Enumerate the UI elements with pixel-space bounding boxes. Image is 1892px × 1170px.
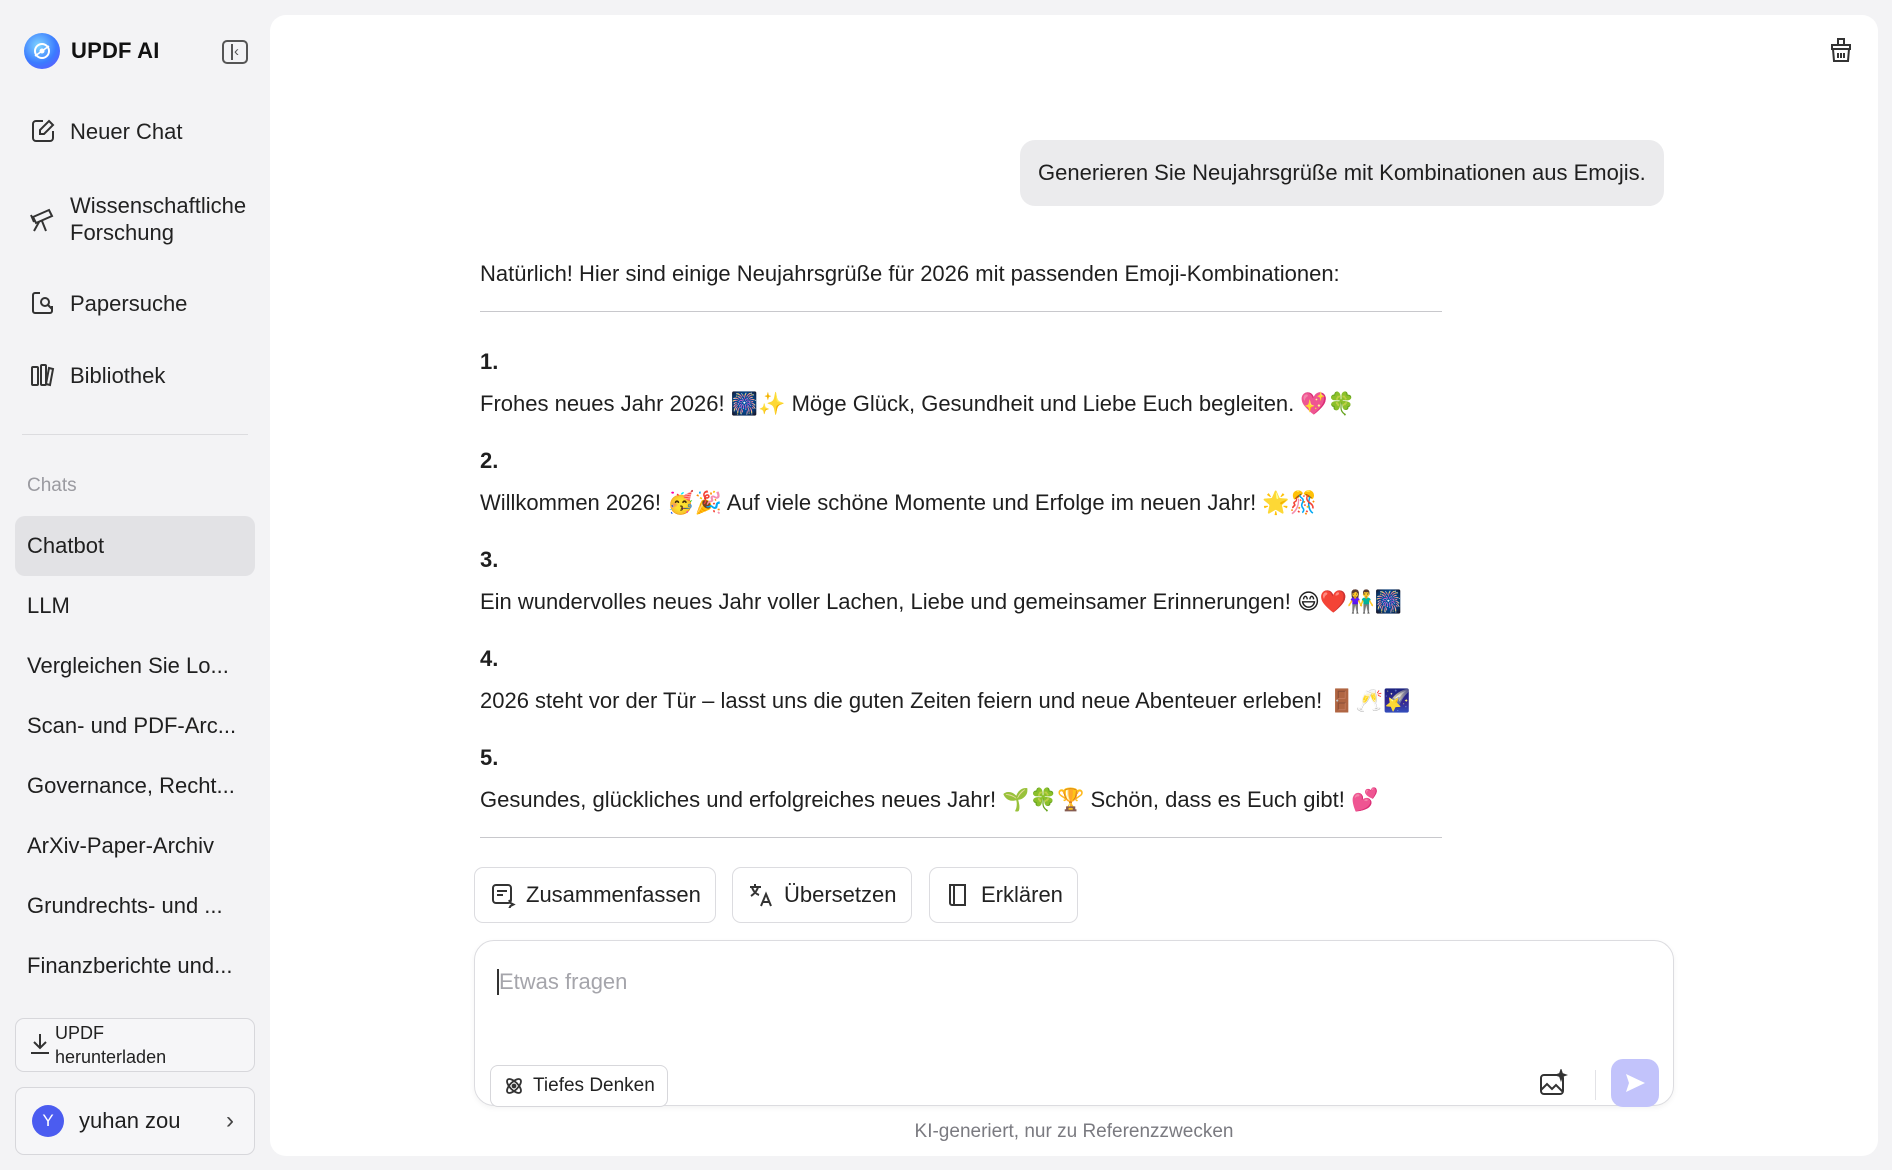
nav-research-label: Wissenschaftliche Forschung [70,193,247,245]
summarize-label: Zusammenfassen [526,882,701,907]
summarize-icon [489,881,517,909]
nav-paper-search[interactable] [28,288,187,318]
user-name: yuhan zou [79,1108,181,1133]
summarize-button[interactable] [474,867,716,923]
chat-panel [270,15,1878,1156]
nav-new-chat[interactable] [28,116,183,146]
download-icon [29,1031,53,1059]
answer-divider [480,311,1442,312]
explain-label: Erklären [981,882,1063,907]
ask-input[interactable] [497,969,1617,995]
download-updf-button[interactable] [15,1018,255,1072]
nav-new-chat-label: Neuer Chat [70,118,183,144]
list-item: 2026 steht vor der Tür – lasst uns die guten Zeiten feiern und neue Abenteuer erleben! 🚪🥂🌠 [480,688,1411,713]
avatar: Y [32,1105,64,1137]
telescope-icon [28,204,58,234]
updf-ai-logo-icon [24,33,60,69]
library-icon [28,360,58,390]
list-item: Frohes neues Jahr 2026! 🎆✨ Möge Glück, Gesundheit und Liebe Euch begleiten. 💖🍀 [480,391,1356,416]
list-number: 1. [480,349,499,374]
chat-item[interactable]: Scan- und PDF-Arc... [27,713,237,738]
brand-name: UPDF AI [71,38,160,63]
collapse-sidebar-icon[interactable]: ‹ [222,40,248,64]
chats-heading: Chats [27,475,77,496]
document-search-icon [28,288,58,318]
nav-research[interactable] [28,192,260,246]
composer-separator [1595,1070,1596,1100]
chat-item[interactable]: Grundrechts- und ... [27,893,223,918]
brand[interactable] [24,33,160,69]
list-number: 5. [480,745,499,770]
download-label: UPDF herunterladen [55,1023,167,1067]
edit-icon [28,116,58,146]
chat-item-chatbot[interactable]: Chatbot [15,516,255,576]
explain-button[interactable] [929,867,1078,923]
chat-item[interactable]: LLM [27,593,70,618]
translate-label: Übersetzen [784,882,897,907]
user-account-button[interactable] [15,1087,255,1155]
book-icon [944,881,972,909]
answer-intro: Natürlich! Hier sind einige Neujahrsgrüße für 2026 mit passenden Emoji-Kombinationen: [480,261,1340,286]
translate-icon [747,881,775,909]
disclaimer-note: KI-generiert, nur zu Referenzzwecken [914,1121,1234,1142]
list-number: 3. [480,547,499,572]
sidebar-divider [22,434,248,435]
deep-thinking-toggle[interactable] [490,1065,668,1107]
nav-paper-search-label: Papersuche [70,290,188,316]
user-message: Generieren Sie Neujahrsgrüße mit Kombinationen aus Emojis. [1020,140,1664,206]
send-button[interactable] [1611,1059,1659,1107]
image-upload-icon[interactable] [1538,1069,1570,1101]
translate-button[interactable] [732,867,912,923]
list-item: Ein wundervolles neues Jahr voller Lachen, Liebe und gemeinsamer Erinnerungen! 😄❤️👫🎆 [480,589,1403,614]
nav-library-label: Bibliothek [70,362,166,388]
list-number: 2. [480,448,499,473]
list-item: Gesundes, glückliches und erfolgreiches neues Jahr! 🌱🍀🏆 Schön, dass es Euch gibt! 💕 [480,787,1379,812]
chat-item[interactable]: Finanzberichte und... [27,953,233,978]
clear-chat-icon[interactable] [1826,35,1856,65]
send-icon [1623,1071,1647,1095]
chat-item[interactable]: Vergleichen Sie Lo... [27,653,229,678]
list-number: 4. [480,646,499,671]
chat-item[interactable]: Governance, Recht... [27,773,235,798]
chat-item[interactable]: ArXiv-Paper-Archiv [27,833,215,858]
atom-icon [503,1075,525,1097]
answer-divider [480,837,1442,838]
nav-library[interactable] [28,360,165,390]
deep-thinking-label: Tiefes Denken [533,1075,655,1096]
message-composer [474,940,1674,1106]
sidebar [0,0,268,1170]
list-item: Willkommen 2026! 🥳🎉 Auf viele schöne Momente und Erfolge im neuen Jahr! 🌟🎊 [480,490,1318,515]
chevron-right-icon: › [226,1107,234,1134]
